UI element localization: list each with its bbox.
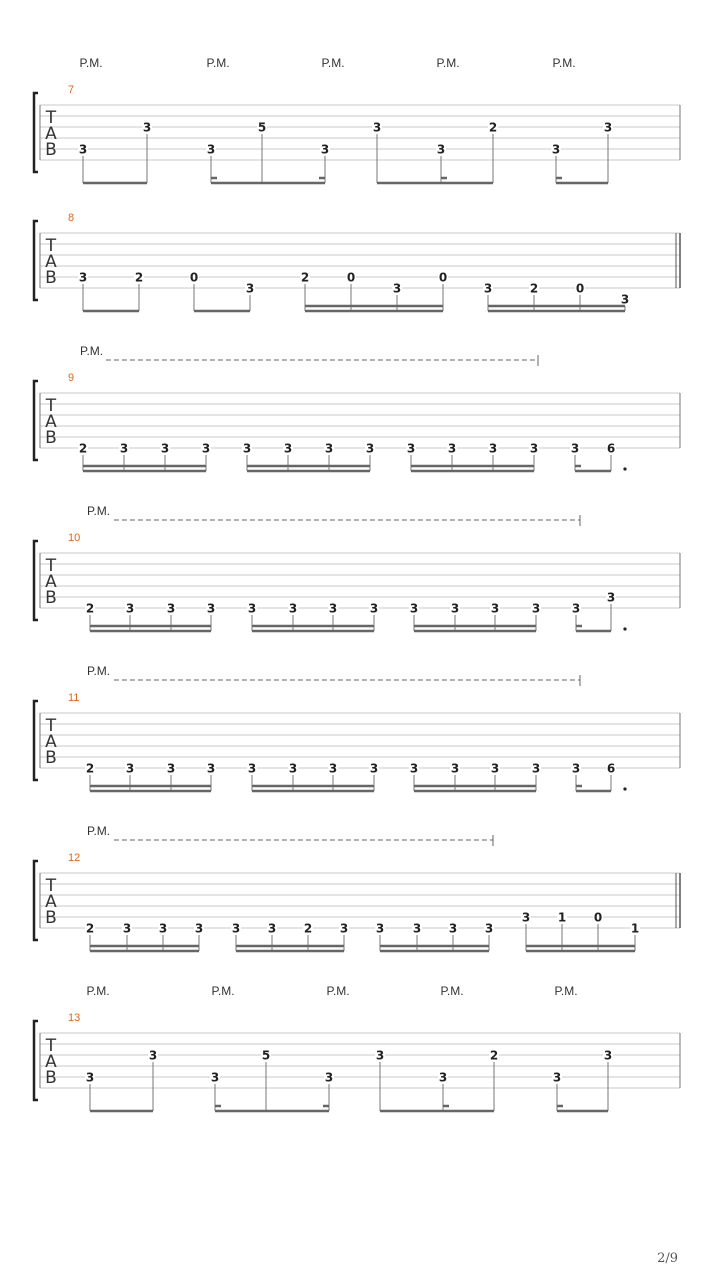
system-bracket — [34, 701, 38, 780]
fret-number: 3 — [372, 120, 382, 135]
tab-clef-letter: B — [45, 268, 57, 288]
tab-clef-letter: T — [45, 1036, 57, 1056]
augmentation-dot — [623, 627, 626, 630]
fret-number: 3 — [531, 761, 541, 776]
tab-clef-letter: T — [45, 108, 57, 128]
fret-number: 3 — [78, 270, 88, 285]
tab-clef-letter: B — [45, 908, 57, 928]
tab-system-10 — [34, 504, 680, 631]
fret-number: 3 — [125, 761, 135, 776]
fret-number: 3 — [448, 921, 458, 936]
fret-number: 3 — [160, 441, 170, 456]
fret-number: 3 — [529, 441, 539, 456]
fret-number: 3 — [125, 601, 135, 616]
tab-clef-letter: B — [45, 748, 57, 768]
fret-number: 3 — [406, 441, 416, 456]
tab-system-11 — [34, 664, 680, 791]
fret-number: 3 — [606, 590, 616, 605]
fret-number: 3 — [375, 1048, 385, 1063]
bar-number: 9 — [68, 372, 75, 384]
tab-clef-letter: B — [45, 428, 57, 448]
fret-number: 3 — [409, 601, 419, 616]
fret-number: 3 — [288, 601, 298, 616]
fret-number: 3 — [158, 921, 168, 936]
tab-system-7 — [34, 56, 680, 183]
system-bracket — [34, 1021, 38, 1100]
fret-number: 3 — [339, 921, 349, 936]
bar-number: 8 — [68, 212, 75, 224]
fret-number: 3 — [210, 1070, 220, 1085]
fret-number: 3 — [247, 761, 257, 776]
fret-number: 3 — [369, 761, 379, 776]
tab-clef-letter: T — [45, 716, 57, 736]
fret-number: 3 — [552, 1070, 562, 1085]
fret-number: 0 — [593, 910, 603, 925]
fret-number: 2 — [303, 921, 313, 936]
palm-mute-label: P.M. — [440, 984, 464, 998]
palm-mute-label: P.M. — [554, 984, 578, 998]
tab-clef-letter: A — [45, 732, 57, 752]
fret-number: 3 — [450, 601, 460, 616]
palm-mute-label: P.M. — [436, 56, 460, 70]
fret-number: 3 — [450, 761, 460, 776]
fret-number: 2 — [488, 120, 498, 135]
tab-clef-letter: A — [45, 572, 57, 592]
palm-mute-label: P.M. — [326, 984, 350, 998]
system-bracket — [34, 221, 38, 300]
fret-number: 2 — [489, 1048, 499, 1063]
palm-mute-label: P.M. — [321, 56, 345, 70]
tab-system-8 — [34, 212, 680, 311]
system-bracket — [34, 541, 38, 620]
fret-number: 3 — [324, 441, 334, 456]
palm-mute-label: P.M. — [87, 504, 111, 518]
augmentation-dot — [623, 787, 626, 790]
tab-clef-letter: B — [45, 140, 57, 160]
fret-number: 3 — [531, 601, 541, 616]
fret-number: 3 — [521, 910, 531, 925]
fret-number: 3 — [288, 761, 298, 776]
tab-clef-letter: A — [45, 412, 57, 432]
fret-number: 3 — [436, 142, 446, 157]
fret-number: 3 — [328, 761, 338, 776]
bar-number: 11 — [68, 692, 80, 704]
tab-system-13 — [34, 984, 680, 1111]
fret-number: 3 — [412, 921, 422, 936]
bar-number: 7 — [68, 84, 75, 96]
fret-number: 3 — [483, 281, 493, 296]
palm-mute-label: P.M. — [79, 56, 103, 70]
fret-number: 3 — [571, 601, 581, 616]
tab-clef-letter: A — [45, 1052, 57, 1072]
fret-number: 5 — [261, 1048, 271, 1063]
bar-number: 12 — [68, 852, 81, 864]
fret-number: 3 — [320, 142, 330, 157]
system-bracket — [34, 381, 38, 460]
tab-clef-letter: A — [45, 252, 57, 272]
palm-mute-label: P.M. — [87, 824, 111, 838]
fret-number: 3 — [206, 142, 216, 157]
fret-number: 3 — [488, 441, 498, 456]
fret-number: 3 — [603, 1048, 613, 1063]
fret-number: 3 — [328, 601, 338, 616]
fret-number: 3 — [570, 441, 580, 456]
fret-number: 3 — [571, 761, 581, 776]
fret-number: 3 — [201, 441, 211, 456]
fret-number: 3 — [484, 921, 494, 936]
fret-number: 5 — [257, 120, 267, 135]
fret-number: 3 — [142, 120, 152, 135]
palm-mute-label: P.M. — [86, 984, 110, 998]
fret-number: 2 — [85, 601, 95, 616]
palm-mute-label: P.M. — [211, 984, 235, 998]
fret-number: 2 — [85, 761, 95, 776]
tab-system-12 — [34, 824, 680, 951]
fret-number: 0 — [438, 270, 448, 285]
palm-mute-label: P.M. — [552, 56, 576, 70]
fret-number: 3 — [438, 1070, 448, 1085]
tab-clef-letter: T — [45, 396, 57, 416]
fret-number: 3 — [490, 761, 500, 776]
palm-mute-label: P.M. — [80, 344, 104, 358]
fret-number: 3 — [119, 441, 129, 456]
augmentation-dot — [623, 467, 626, 470]
fret-number: 3 — [392, 281, 402, 296]
fret-number: 3 — [166, 601, 176, 616]
tab-clef-letter: A — [45, 892, 57, 912]
fret-number: 3 — [206, 601, 216, 616]
tab-clef-letter: T — [45, 556, 57, 576]
bar-number: 13 — [68, 1012, 81, 1024]
bar-number: 10 — [68, 532, 81, 544]
tab-clef-letter: B — [45, 1068, 57, 1088]
fret-number: 1 — [557, 910, 567, 925]
tab-system-9 — [34, 344, 680, 471]
tab-clef-letter: B — [45, 588, 57, 608]
fret-number: 3 — [447, 441, 457, 456]
fret-number: 2 — [529, 281, 539, 296]
fret-number: 3 — [148, 1048, 158, 1063]
system-bracket — [34, 93, 38, 172]
fret-number: 3 — [247, 601, 257, 616]
fret-number: 3 — [267, 921, 277, 936]
fret-number: 3 — [242, 441, 252, 456]
fret-number: 3 — [551, 142, 561, 157]
palm-mute-label: P.M. — [87, 664, 111, 678]
fret-number: 3 — [206, 761, 216, 776]
fret-number: 3 — [603, 120, 613, 135]
fret-number: 3 — [166, 761, 176, 776]
fret-number: 3 — [78, 142, 88, 157]
fret-number: 3 — [369, 601, 379, 616]
system-bracket — [34, 861, 38, 940]
fret-number: 3 — [245, 281, 255, 296]
fret-number: 2 — [134, 270, 144, 285]
fret-number: 3 — [231, 921, 241, 936]
fret-number: 3 — [324, 1070, 334, 1085]
fret-number: 3 — [283, 441, 293, 456]
fret-number: 0 — [346, 270, 356, 285]
fret-number: 6 — [606, 761, 616, 776]
fret-number: 3 — [85, 1070, 95, 1085]
palm-mute-label: P.M. — [206, 56, 230, 70]
fret-number: 2 — [85, 921, 95, 936]
fret-number: 3 — [365, 441, 375, 456]
fret-number: 3 — [490, 601, 500, 616]
fret-number: 6 — [606, 441, 616, 456]
fret-number: 2 — [300, 270, 310, 285]
fret-number: 1 — [630, 921, 640, 936]
fret-number: 0 — [575, 281, 585, 296]
fret-number: 3 — [375, 921, 385, 936]
fret-number: 2 — [78, 441, 88, 456]
tab-clef-letter: T — [45, 876, 57, 896]
fret-number: 3 — [620, 292, 630, 307]
fret-number: 3 — [194, 921, 204, 936]
tab-clef-letter: A — [45, 124, 57, 144]
page-number: 2/9 — [657, 1251, 678, 1266]
fret-number: 3 — [122, 921, 132, 936]
tab-clef-letter: T — [45, 236, 57, 256]
fret-number: 3 — [409, 761, 419, 776]
fret-number: 0 — [189, 270, 199, 285]
